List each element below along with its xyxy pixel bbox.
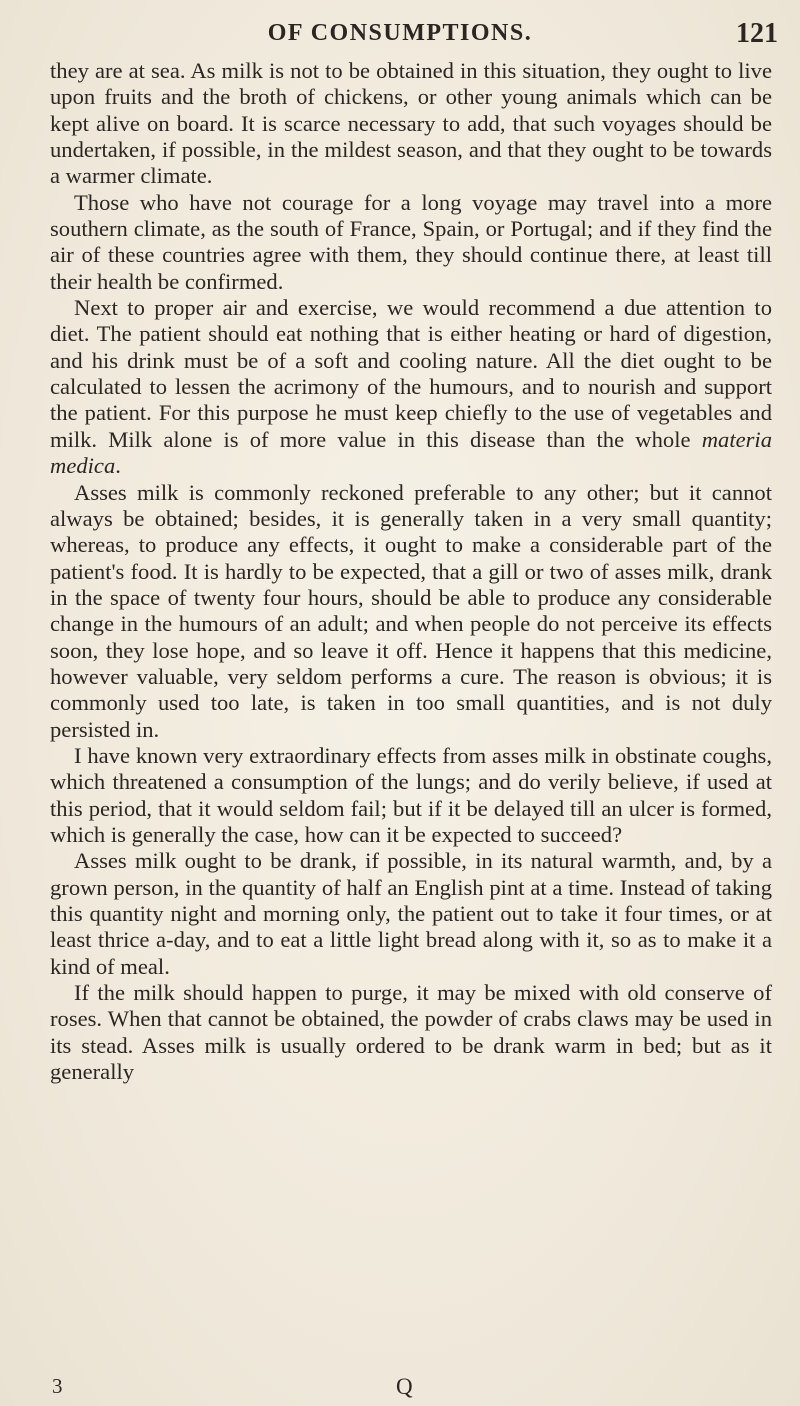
paragraph-text-tail: .	[115, 453, 121, 479]
paragraph-obstinate-coughs	[50, 743, 772, 848]
paragraph-text: they are at sea. As milk is not to be obtained in this situation, they ought to live upon fruits and the broth of chickens, or other young animals which can be kept alive on board. It is scarce necessary to add, that such voyages should be undertaken, if possible, in the mildest season, and that they ought to be towards a warmer climate.	[50, 58, 772, 189]
page-number: 121	[736, 18, 778, 49]
running-head	[0, 18, 800, 58]
signature-number: 3	[52, 1374, 63, 1398]
italic-term: materia medica	[50, 426, 772, 479]
paragraph-text: Asses milk ought to be drank, if possible, in its natural warmth, and, by a grown person, in the quantity of half an English pint at a time. Instead of taking this quantity night and morning only, the patient out to take it four times, or at least thrice a-day, and to eat a little light bread along with it, so as to make it a kind of meal.	[50, 848, 772, 979]
paragraph-sea-voyage	[50, 58, 772, 190]
paragraph-natural-warmth	[50, 848, 772, 980]
paragraph-diet	[50, 295, 772, 479]
paragraph-text: Those who have not courage for a long voyage may travel into a more southern climate, as the south of France, Spain, or Portugal; and if they find the air of these countries agree with them, they should continue there, at least till their health be confirmed.	[50, 189, 772, 294]
paragraph-text: Next to proper air and exercise, we would recommend a due attention to diet. The patient should eat nothing that is either heating or hard of digestion, and his drink must be of a soft and cooling nature. All the diet ought to be calculated to lessen the acrimony of the humours, and to nourish and support the patient. For this purpose he must keep chiefly to the use of vegetables and milk. Milk alone is of more value in this disease than the whole	[50, 295, 772, 452]
paragraph-southern-climate	[50, 190, 772, 295]
body-text	[50, 58, 772, 1085]
signature-letter: Q	[396, 1374, 413, 1399]
paragraph-text: If the milk should happen to purge, it may be mixed with old conserve of roses. When that cannot be obtained, the powder of crabs claws may be used in its stead. Asses milk is usually ordered to be drank warm in bed; but as it generally	[50, 980, 772, 1085]
paragraph-text: I have known very extraordinary effects from asses milk in obstinate coughs, which threatened a consumption of the lungs; and do verily believe, if used at this period, that it would seldom fail; but if it be delayed till an ulcer is formed, which is generally the case, how can it be expected to succeed?	[50, 742, 772, 847]
paragraph-purge	[50, 980, 772, 1085]
page-footer	[0, 1374, 800, 1404]
running-title: OF CONSUMPTIONS.	[267, 20, 533, 46]
paragraph-text: Asses milk is commonly reckoned preferable to any other; but it cannot always be obtained; besides, it is generally taken in a very small quantity; whereas, to produce any effects, it ought to make a considerable part of the patient's food. It is hardly to be expected, that a gill or two of asses milk, drank in the space of twenty four hours, should be able to produce any considerable change in the humours of an adult; and when people do not perceive its effects soon, they lose hope, and so leave it off. Hence it happens that this medicine, however valuable, very seldom performs a cure. The reason is obvious; it is commonly used too late, is taken in too small quantities, and is not duly persisted in.	[50, 479, 772, 742]
paragraph-asses-milk	[50, 480, 772, 743]
